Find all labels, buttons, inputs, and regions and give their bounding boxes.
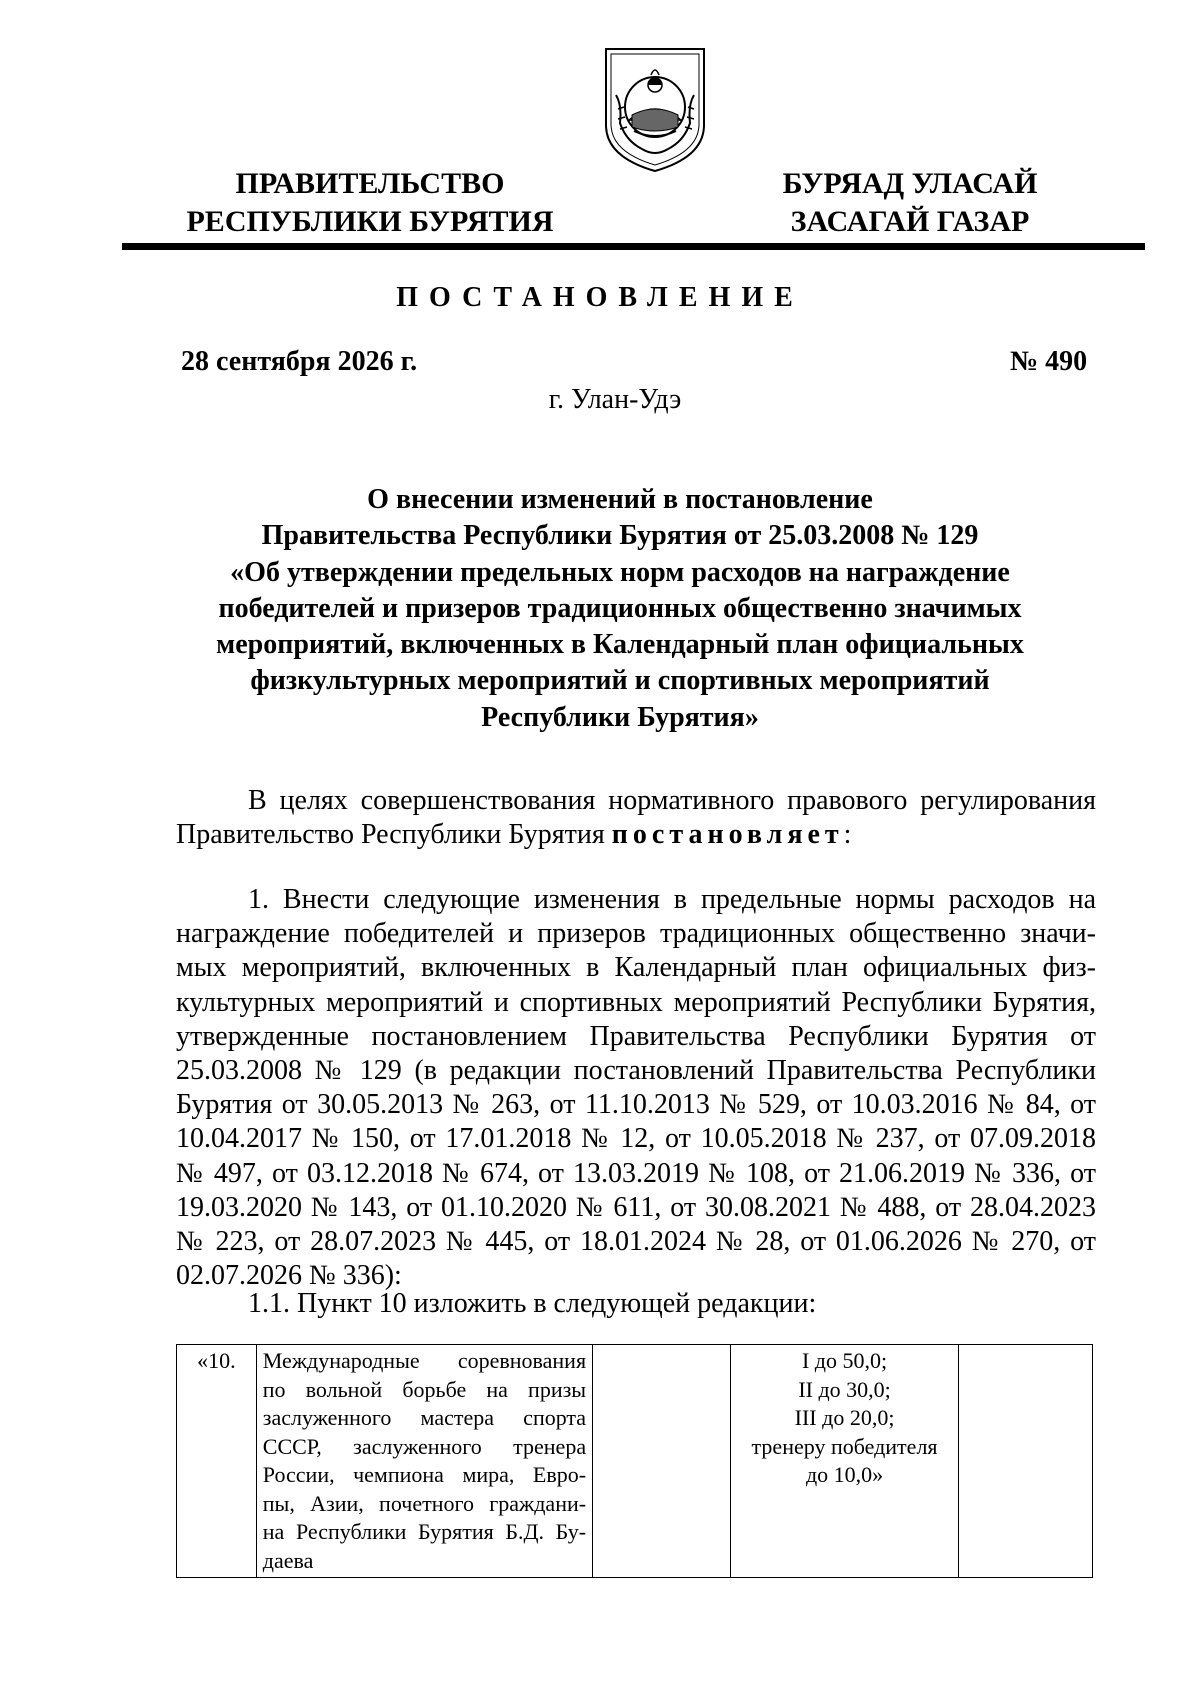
item-1-paragraph bbox=[176, 883, 1096, 1293]
item-1-line: культурных мероприятий и спортивных мероприятий Республики Бурятия, bbox=[176, 986, 1096, 1018]
table-cell-empty bbox=[593, 1345, 731, 1578]
title-line: Правительства Республики Бурятия от 25.03.2008 № 129 bbox=[261, 520, 979, 552]
table-cell-event-name bbox=[256, 1345, 592, 1578]
table-cell-empty bbox=[958, 1345, 1092, 1578]
header-left bbox=[160, 165, 580, 241]
award-line: I до 50,0; bbox=[801, 1348, 888, 1373]
title-line: «Об утверждении предельных норм расходов на награждение bbox=[230, 556, 1010, 588]
item-1-line: 19.03.2020 № 143, от 01.10.2020 № 611, от 30.08.2021 № 488, от 28.04.2023 bbox=[176, 1191, 1096, 1223]
item-1-line: награждение победителей и призеров традиционных общественно значи- bbox=[176, 918, 1096, 950]
item-1-line: утвержденные постановлением Правительства Республики Бурятия от bbox=[176, 1020, 1096, 1052]
award-line: тренеру победителя bbox=[751, 1433, 938, 1459]
document-date: 28 сентября 2026 г. bbox=[181, 346, 418, 377]
item-1-line: № 223, от 28.07.2023 № 445, от 18.01.2024 № 28, от 01.06.2026 № 270, от bbox=[176, 1226, 1096, 1258]
event-name-line: России, чемпиона мира, Евро- bbox=[262, 1462, 587, 1487]
preamble-decree-word: постановляет bbox=[611, 819, 844, 851]
preamble-paragraph bbox=[176, 784, 1096, 852]
event-name-line: заслуженного мастера спорта bbox=[262, 1405, 587, 1430]
title-line: мероприятий, включенных в Календарный план официальных bbox=[216, 629, 1024, 661]
header-divider bbox=[122, 243, 1145, 250]
header-right-line1: БУРЯАД УЛАСАЙ bbox=[782, 167, 1038, 200]
item-1-line: 25.03.2008 № 129 (в редакции постановлений Правительства Республики bbox=[176, 1055, 1096, 1087]
preamble-colon: : bbox=[843, 819, 852, 851]
title-line: О внесении изменений в постановление bbox=[367, 484, 873, 515]
header-left-line1: ПРАВИТЕЛЬСТВО bbox=[235, 167, 505, 200]
title-line: Республики Бурятия» bbox=[481, 701, 759, 733]
event-name-line: Международные соревнования bbox=[262, 1348, 587, 1373]
item-1-line: 10.04.2017 № 150, от 17.01.2018 № 12, от 10.05.2018 № 237, от 07.09.2018 bbox=[176, 1123, 1096, 1155]
event-name-line: даева bbox=[262, 1547, 314, 1573]
event-name-line: СССР, заслуженного тренера bbox=[262, 1433, 587, 1459]
item-1-line: Бурятия от 30.05.2013 № 263, от 11.10.2013 № 529, от 10.03.2016 № 84, от bbox=[176, 1089, 1096, 1121]
norms-table bbox=[176, 1344, 1093, 1578]
item-1-line: 1. Внести следующие изменения в предельные нормы расходов на bbox=[248, 884, 1096, 915]
event-name-line: на Республики Бурятия Б.Д. Бу- bbox=[262, 1519, 587, 1544]
item-1-line: 02.07.2026 № 336): bbox=[176, 1260, 402, 1292]
item-1-line: № 497, от 03.12.2018 № 674, от 13.03.2019 № 108, от 21.06.2019 № 336, от bbox=[176, 1157, 1096, 1189]
header-right-line2: ЗАСАГАЙ ГАЗАР bbox=[790, 205, 1030, 238]
award-line: до 10,0» bbox=[805, 1462, 884, 1487]
title-line: физкультурных мероприятий и спортивных мероприятий bbox=[250, 665, 990, 697]
document-city: г. Улан-Удэ bbox=[548, 384, 682, 415]
header-left-line2: РЕСПУБЛИКИ БУРЯТИЯ bbox=[186, 205, 554, 238]
event-name-line: пы, Азии, почетного граждани- bbox=[262, 1490, 587, 1516]
title-line: победителей и призеров традиционных общественно значимых bbox=[218, 592, 1022, 624]
award-line: II до 30,0; bbox=[798, 1376, 891, 1402]
coat-of-arms-icon bbox=[602, 45, 708, 173]
table-cell-awards bbox=[731, 1345, 958, 1578]
preamble-line: В целях совершенствования нормативного правового регулирования bbox=[248, 785, 1096, 816]
item-1-1-paragraph bbox=[176, 1287, 1096, 1321]
award-line: III до 20,0; bbox=[794, 1405, 895, 1430]
table-cell-number: «10. bbox=[177, 1345, 257, 1578]
header-right bbox=[745, 165, 1075, 241]
document-number: № 490 bbox=[1010, 346, 1088, 377]
item-1-line: мых мероприятий, включенных в Календарный план официальных физ- bbox=[176, 952, 1096, 984]
preamble-line bbox=[176, 818, 1096, 852]
preamble-text: Правительство Республики Бурятия bbox=[176, 819, 612, 851]
event-name-line: по вольной борьбе на призы bbox=[262, 1376, 587, 1402]
table-row bbox=[177, 1345, 1093, 1578]
item-1-1-line: 1.1. Пункт 10 изложить в следующей редакции: bbox=[248, 1288, 817, 1319]
document-type: ПОСТАНОВЛЕНИЕ bbox=[396, 282, 804, 313]
document-title bbox=[170, 482, 1070, 736]
